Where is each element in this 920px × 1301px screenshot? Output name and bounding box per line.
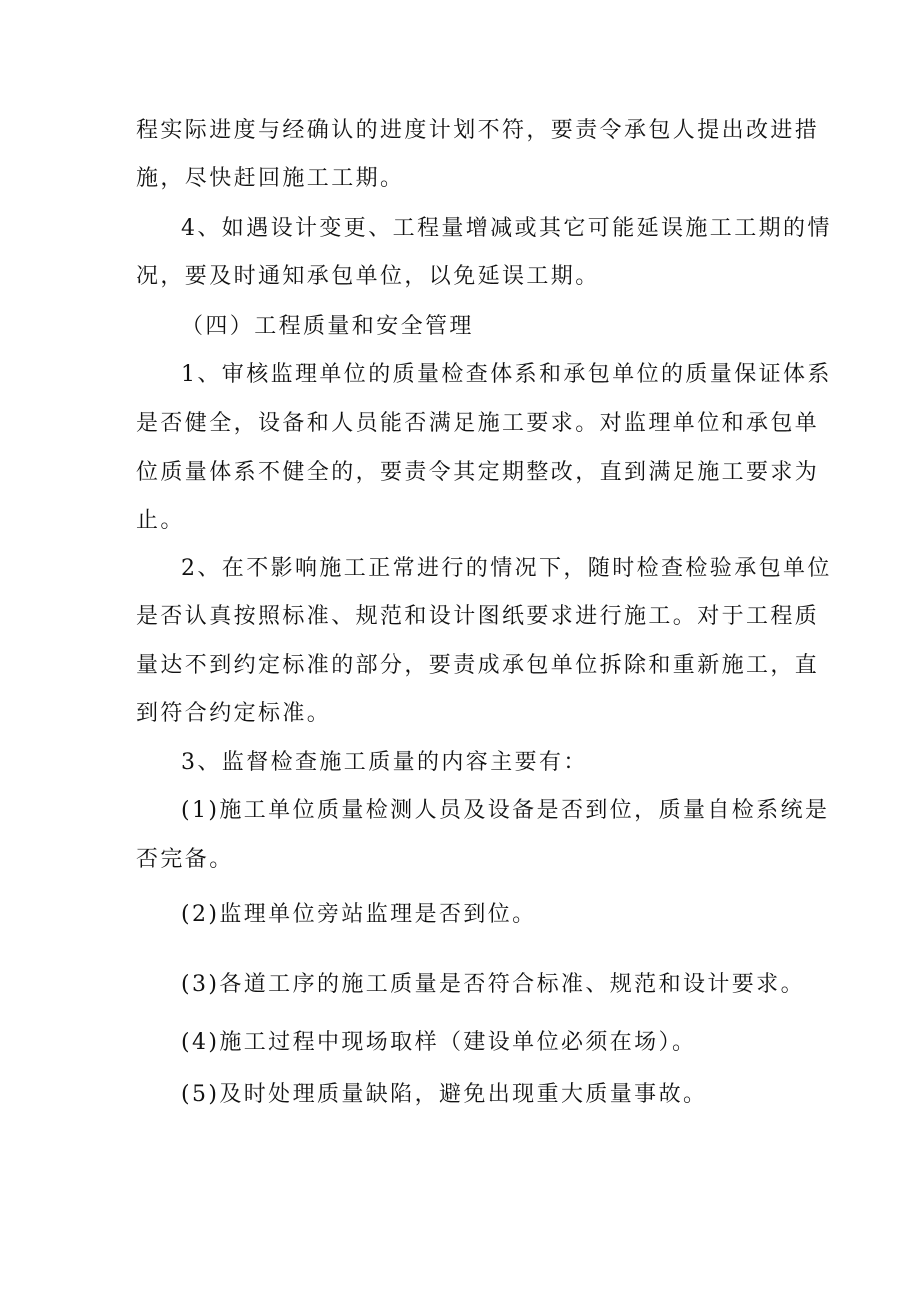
text-line: 止。 xyxy=(136,508,185,533)
text-line: 是否健全，设备和人员能否满足施工要求。对监理单位和承包单 xyxy=(136,411,820,436)
list-item: (3)各道工序的施工质量是否符合标准、规范和设计要求。 xyxy=(181,972,805,997)
text-line: 是否认真按照标准、规范和设计图纸要求进行施工。对于工程质 xyxy=(136,604,820,629)
text-line: 施，尽快赶回施工工期。 xyxy=(136,166,405,191)
text-line: 到符合约定标准。 xyxy=(136,701,332,726)
paragraph-line: 3、监督检查施工质量的内容主要有： xyxy=(181,750,588,775)
list-item: (2)监理单位旁站监理是否到位。 xyxy=(181,902,537,927)
list-item: (1)施工单位质量检测人员及设备是否到位，质量自检系统是 xyxy=(181,798,830,823)
list-item: (5)及时处理质量缺陷，避免出现重大质量事故。 xyxy=(181,1082,708,1107)
section-heading: （四）工程质量和安全管理 xyxy=(181,314,474,339)
text-line: 否完备。 xyxy=(136,847,234,872)
text-line: 量达不到约定标准的部分，要责成承包单位拆除和重新施工，直 xyxy=(136,653,820,678)
text-line: 况，要及时通知承包单位，以免延误工期。 xyxy=(136,264,600,289)
paragraph-line: 1、审核监理单位的质量检查体系和承包单位的质量保证体系 xyxy=(181,362,832,387)
paragraph-line: 2、在不影响施工正常进行的情况下，随时检查检验承包单位 xyxy=(181,556,832,581)
list-item: (4)施工过程中现场取样（建设单位必须在场）。 xyxy=(181,1030,697,1055)
text-line: 位质量体系不健全的，要责令其定期整改，直到满足施工要求为 xyxy=(136,460,820,485)
text-line: 程实际进度与经确认的进度计划不符，要责令承包人提出改进措 xyxy=(136,118,820,143)
paragraph-line: 4、如遇设计变更、工程量增减或其它可能延误施工工期的情 xyxy=(181,216,832,241)
